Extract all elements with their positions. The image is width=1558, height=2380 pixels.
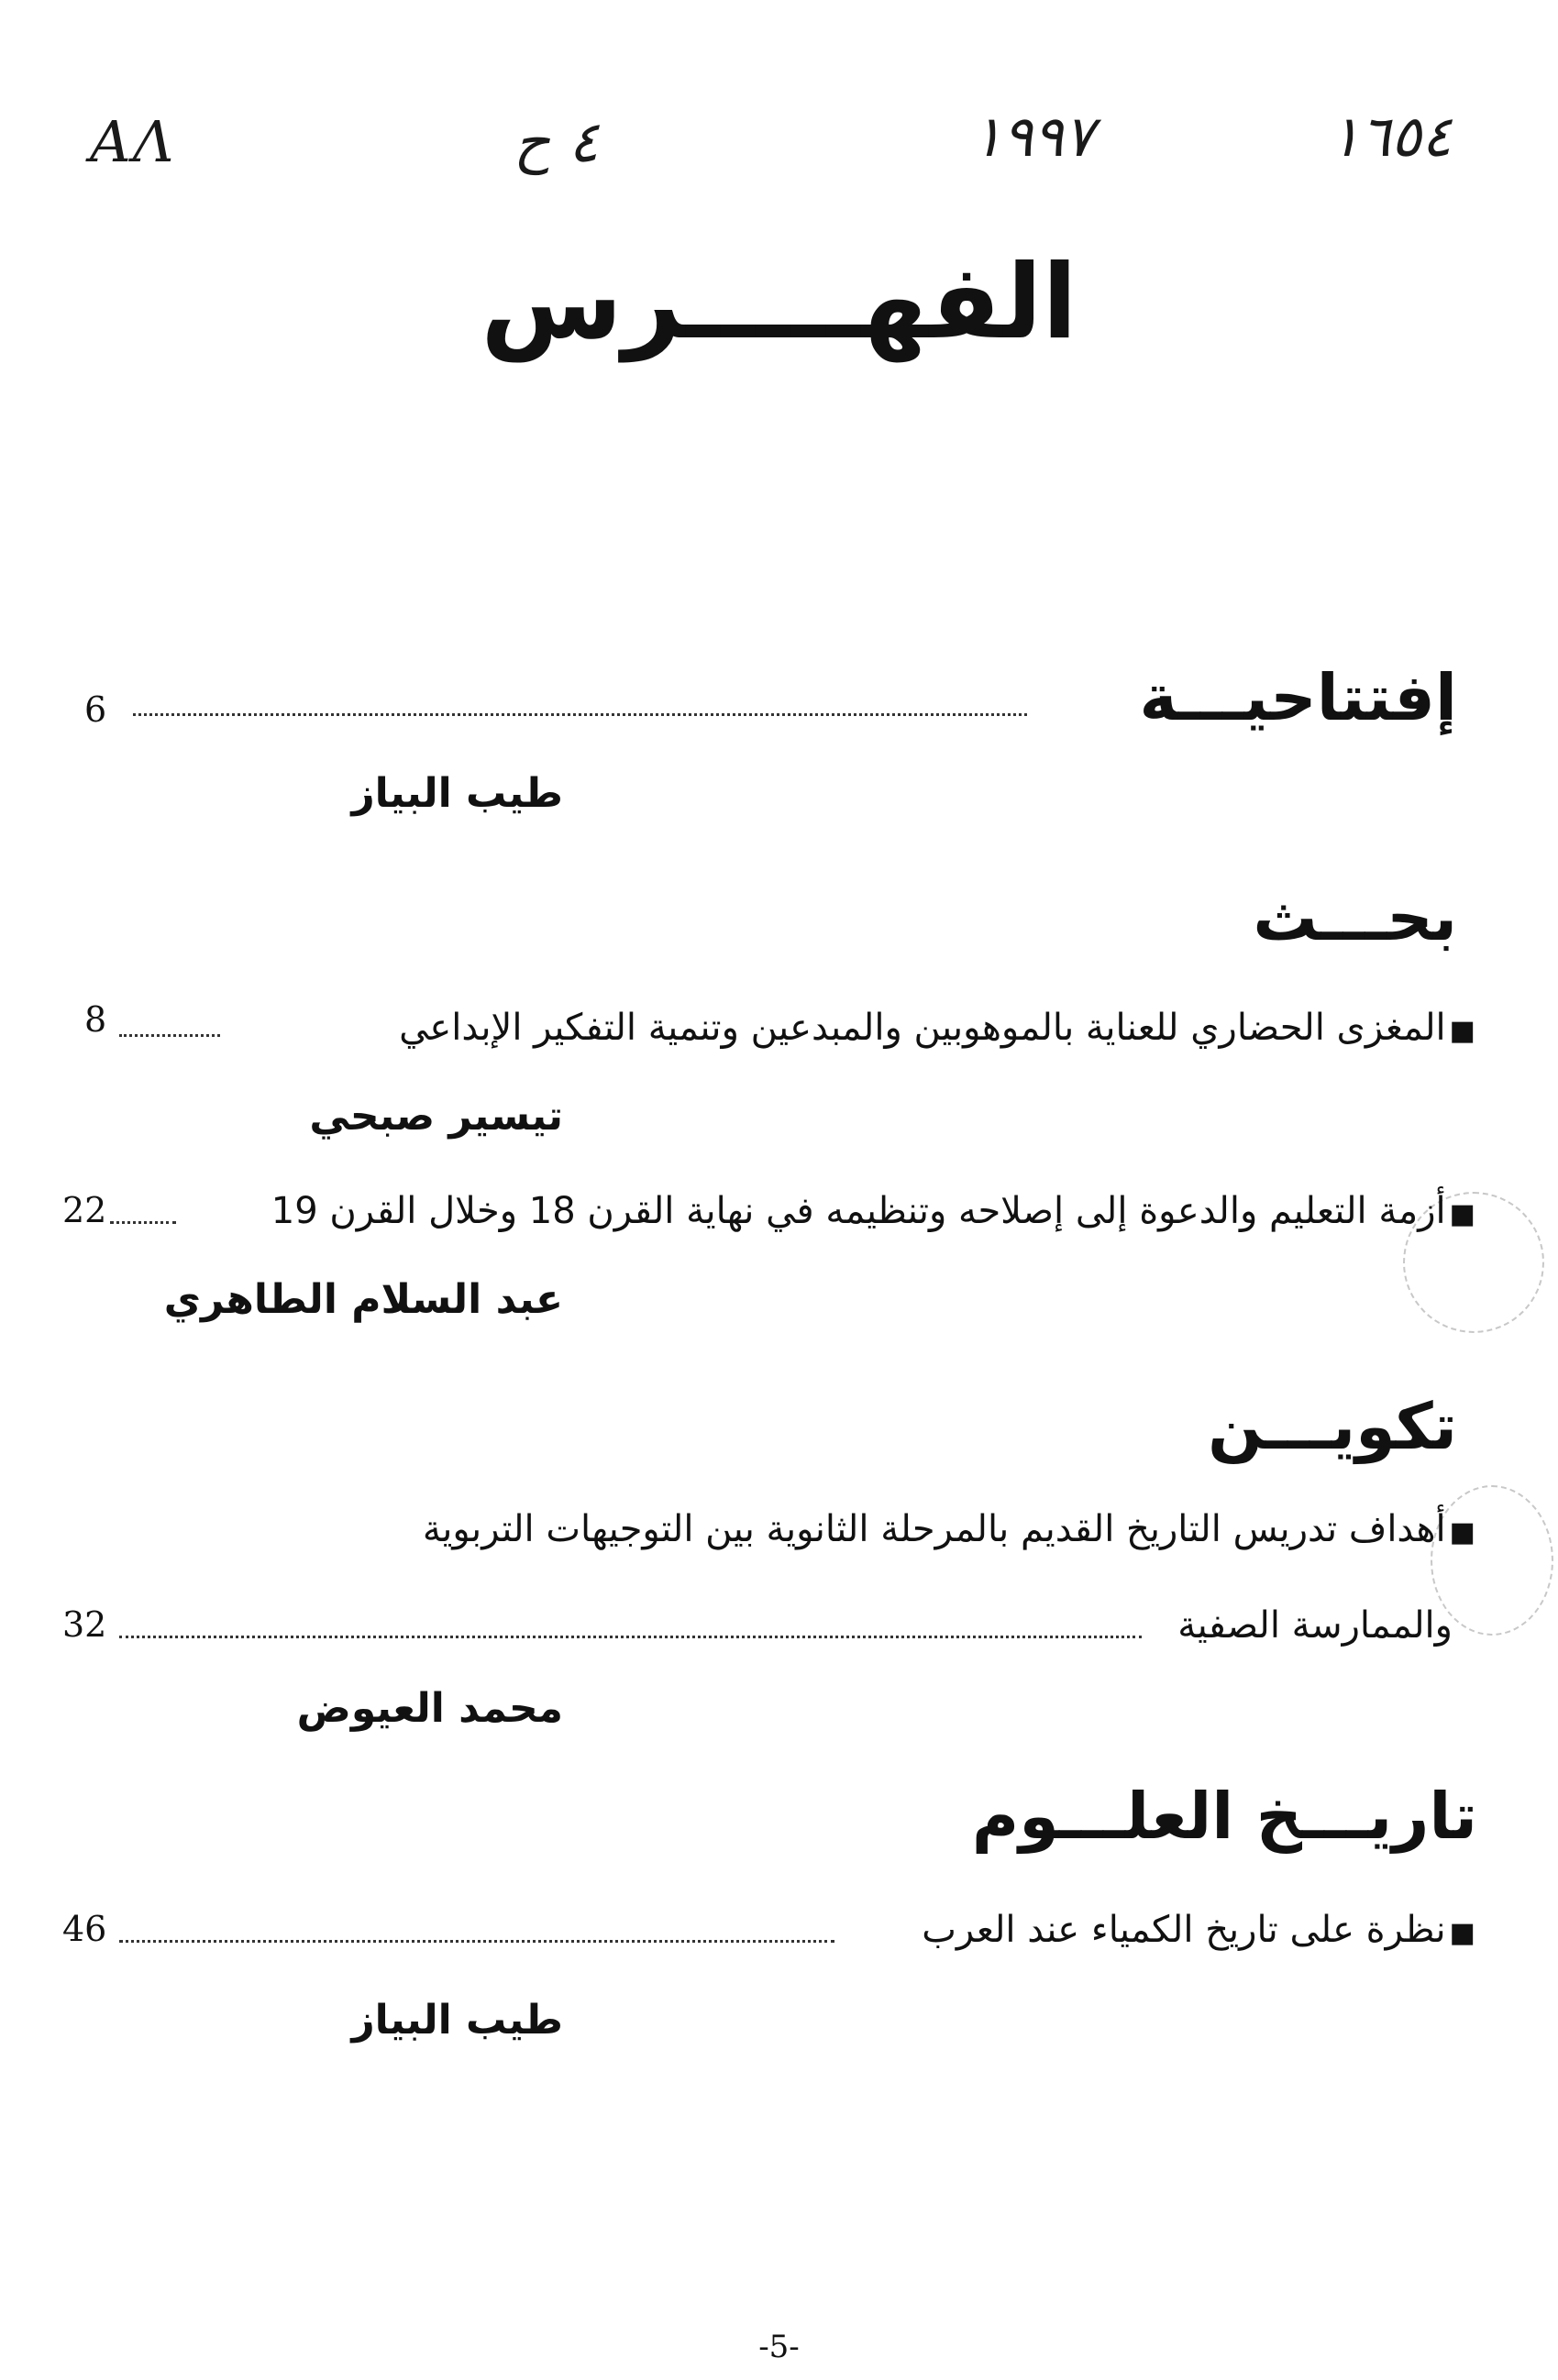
dot-leader [119,1034,220,1037]
toc-entry-history [922,1909,1475,1951]
bullet-icon: ■ [1449,1917,1475,1949]
author-history: طيب البياز [351,1997,563,2044]
page-number-editorial: 6 [84,689,107,730]
page-number-research-2: 22 [62,1190,107,1230]
dot-leader [110,1221,176,1224]
author-research-2: عبد السلام الطاهري [163,1276,563,1323]
toc-entry-training-line2 [1177,1604,1453,1647]
entry-title-continued: والممارسة الصفية [1177,1604,1453,1647]
page-title: الفهـــــرس [481,243,1077,362]
toc-entry-research-2 [271,1190,1475,1232]
handwritten-mark-issue: ٤ ح [514,108,600,175]
toc-entry-training-line1 [423,1508,1475,1550]
handwritten-mark-year: ١٩٩٧ [972,103,1095,170]
section-heading-training: تكويـــن [1208,1389,1457,1464]
author-editorial: طيب البياز [351,770,563,817]
section-heading-history: تاريـــخ العلـــوم [971,1779,1477,1854]
entry-title: المغزى الحضاري للعناية بالموهوبين والمبدعين وتنمية التفكير الإبداعي [399,1007,1446,1049]
dot-leader [119,1636,1142,1638]
handwritten-mark-number: ١٦٥٤ [1330,103,1453,170]
toc-entry-research-1 [399,1007,1475,1049]
section-heading-research: بحـــث [1253,880,1457,955]
bullet-icon: ■ [1449,1198,1475,1230]
entry-title: أزمة التعليم والدعوة إلى إصلاحه وتنظيمه في نهاية القرن 18 وخلال القرن 19 [271,1190,1446,1232]
page-number-training: 32 [62,1604,107,1645]
page-number-research-1: 8 [84,999,107,1040]
section-heading-editorial: إفتتاحيـــة [1139,660,1457,735]
bullet-icon: ■ [1449,1015,1475,1047]
dot-leader [119,1940,834,1943]
author-training: محمد العيوض [296,1685,563,1732]
page-number-history: 46 [62,1909,107,1949]
handwritten-mark-aa: AΛ [90,108,176,175]
footer-page-number: -5- [758,2329,800,2365]
dot-leader [133,713,1027,716]
entry-title: نظرة على تاريخ الكمياء عند العرب [922,1909,1446,1951]
author-research-1: تيسير صبحي [309,1093,563,1140]
entry-title: أهداف تدريس التاريخ القديم بالمرحلة الثانوية بين التوجيهات التربوية [422,1508,1446,1550]
bullet-icon: ■ [1449,1516,1475,1548]
